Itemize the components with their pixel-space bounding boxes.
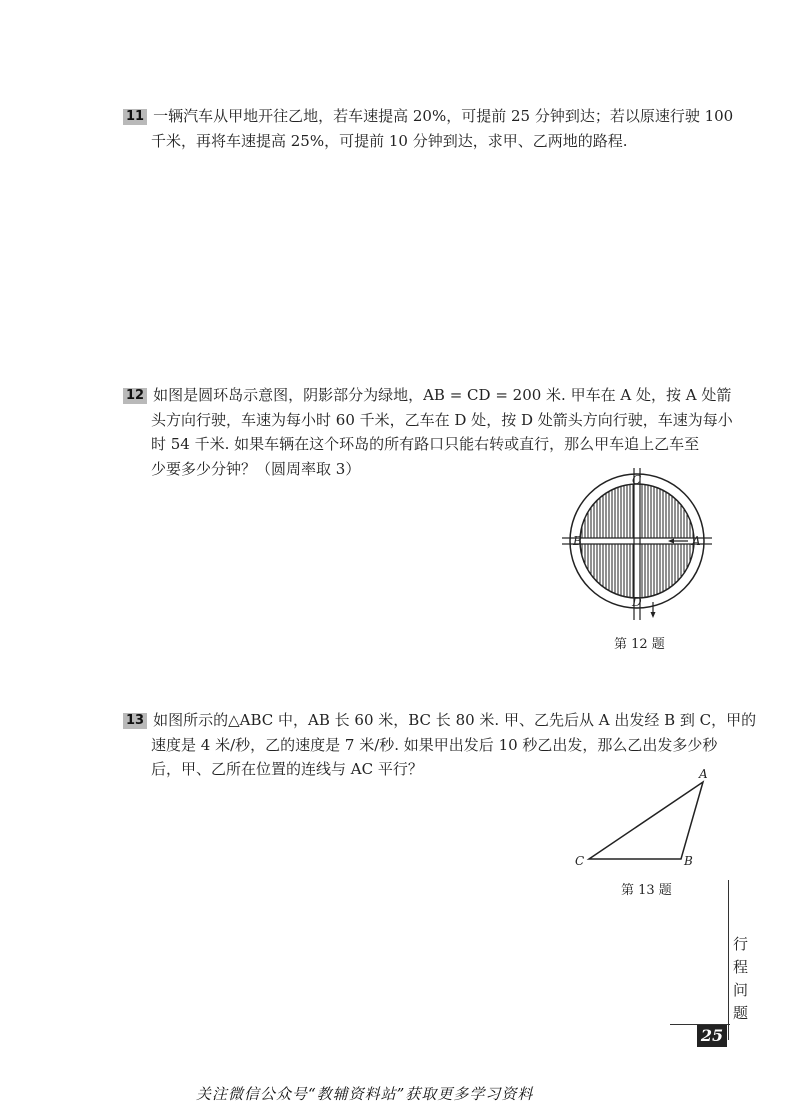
- label-c: C: [632, 473, 642, 487]
- problem-text-line: 后，甲、乙所在位置的连线与 AC 平行？: [151, 760, 423, 778]
- label-c: C: [575, 854, 585, 868]
- problem-number: 13: [123, 713, 147, 729]
- chapter-label-char: 行: [733, 935, 749, 953]
- problem-number: 11: [123, 109, 147, 125]
- problem-text-line: 一辆汽车从甲地开往乙地，若车速提高 20%，可提前 25 分钟到达；若以原速行驶 100: [153, 107, 734, 125]
- label-d: D: [632, 595, 642, 609]
- problem-text-line: 速度是 4 米/秒，乙的速度是 7 米/秒. 如果甲出发后 10 秒乙出发，那么乙出发多少秒: [151, 735, 718, 754]
- side-rule: [728, 880, 729, 1040]
- chapter-label-char: 问: [733, 981, 749, 999]
- roundabout-figure: [560, 474, 720, 624]
- problem-text-line: 如图是圆环岛示意图，阴影部分为绿地，AB = CD = 200 米. 甲车在 A 处，按 A 处箭: [153, 386, 732, 404]
- problem-text-line: 如图所示的△ABC 中，AB 长 60 米，BC 长 80 米. 甲、乙先后从 A 出发经 B 到 C，甲的: [153, 711, 757, 729]
- triangle-abc: [589, 782, 703, 859]
- triangle-figure: [570, 765, 720, 875]
- label-b: B: [573, 534, 582, 548]
- chapter-label-char: 题: [733, 1004, 749, 1022]
- problem-11: [123, 104, 734, 153]
- problem-text-line: 千米，再将车速提高 25%，可提前 10 分钟到达，求甲、乙两地的路程.: [151, 131, 628, 150]
- label-a: A: [692, 534, 701, 548]
- chapter-label-char: 程: [733, 958, 749, 976]
- figure-caption: 第 13 题: [621, 883, 672, 898]
- footer-watermark-text: 关注微信公众号“教辅资料站”获取更多学习资料: [196, 1085, 534, 1103]
- problem-text-line: 时 54 千米. 如果车辆在这个环岛的所有路口只能右转或直行，那么甲车追上乙车至: [151, 435, 700, 453]
- label-a: A: [699, 767, 708, 781]
- figure-caption: 第 12 题: [614, 637, 665, 652]
- label-b: B: [684, 854, 693, 868]
- problem-text-line: 少要多少分钟？（圆周率取 3）: [151, 459, 361, 478]
- problem-12: [123, 383, 733, 481]
- page-number: 25: [697, 1025, 727, 1047]
- problem-text-line: 头方向行驶，车速为每小时 60 千米，乙车在 D 处，按 D 处箭头方向行驶，车速为每小: [151, 410, 733, 429]
- problem-number: 12: [123, 388, 147, 404]
